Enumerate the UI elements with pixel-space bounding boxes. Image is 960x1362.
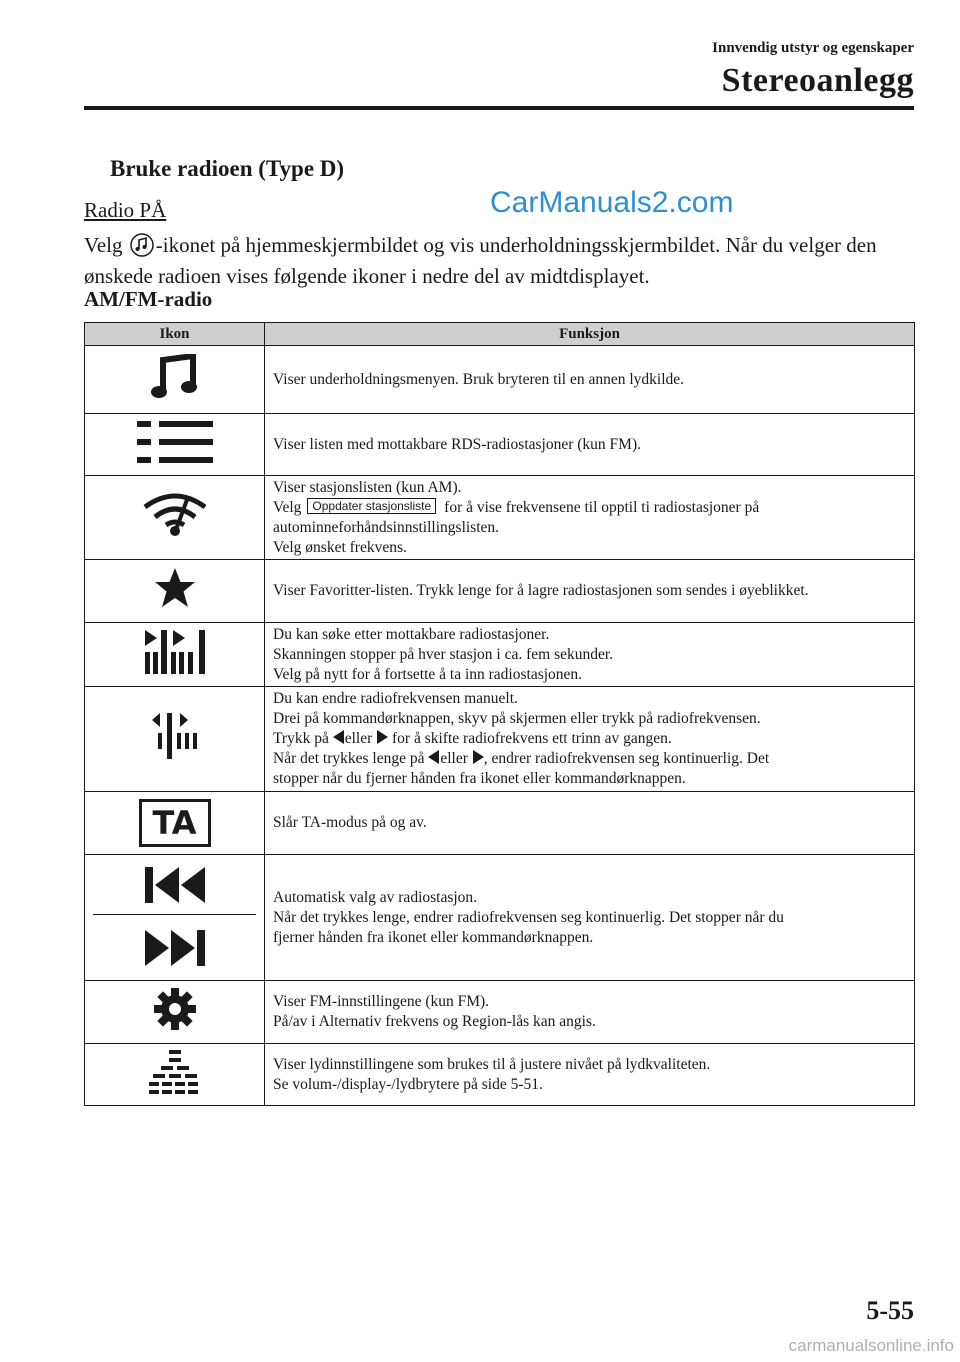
icon-cell <box>85 623 265 687</box>
icon-cell <box>85 414 265 476</box>
text-part: eller <box>440 750 468 767</box>
text-line: Automatisk valg av radiostasjon. <box>273 888 478 906</box>
text-part: Velg <box>273 498 302 516</box>
text-line: autominneforhåndsinnstillingslisten. <box>273 518 500 536</box>
page-number: 5-55 <box>866 1296 914 1325</box>
text-line: Viser lydinnstillingene som brukes til å justere nivået på lydkvaliteten. <box>273 1055 711 1073</box>
seek-back-icon <box>143 865 207 905</box>
icon-cell <box>85 687 265 792</box>
table-row <box>85 476 915 560</box>
text-line <box>273 729 906 749</box>
icon-cell <box>85 855 265 981</box>
col-header-icon: Ikon <box>85 323 265 346</box>
intro-paragraph <box>84 232 924 289</box>
text-line: Velg ønsket frekvens. <box>273 538 407 556</box>
table-header-row <box>85 323 915 346</box>
intro-text-2: -ikonet på hjemmeskjermbildet og vis underholdningsskjermbildet. Når du velger den ønskede radioen vises følgende ikoner i nedre del av midtdisplayet. <box>84 233 877 288</box>
function-text: Viser underholdningsmenyen. Bruk bryteren til en annen lydkilde. <box>265 346 915 414</box>
text-line: På/av i Alternativ frekvens og Region-lås kan angis. <box>273 1013 596 1030</box>
gear-icon <box>153 987 197 1031</box>
text-line <box>273 498 906 518</box>
music-note-inline-icon <box>130 233 154 263</box>
text-line: Viser FM-innstillingene (kun FM). <box>273 993 490 1010</box>
update-station-list-button: Oppdater stasjonsliste <box>307 498 436 514</box>
text-part: Når det trykkes lenge på <box>273 750 425 767</box>
seek-back-cell <box>93 855 256 915</box>
table-row <box>85 623 915 687</box>
text-line: fjerner hånden fra ikonet eller kommandørknappen. <box>273 928 594 946</box>
music-note-icon <box>149 354 201 400</box>
text-line: Drei på kommandørknappen, skyv på skjermen eller trykk på radiofrekvensen. <box>273 710 761 727</box>
chapter-label: Innvendig utstyr og egenskaper <box>712 40 914 56</box>
table-row <box>85 414 915 476</box>
star-icon <box>153 567 197 609</box>
function-text <box>265 855 915 981</box>
table-row <box>85 981 915 1044</box>
table-row <box>85 855 915 981</box>
ta-icon: TA <box>139 799 211 847</box>
function-text <box>265 1044 915 1106</box>
function-text <box>265 981 915 1044</box>
triangle-right-icon <box>472 750 484 764</box>
header-rule <box>84 106 914 110</box>
equalizer-icon <box>147 1048 203 1096</box>
text-part: eller <box>344 730 373 747</box>
function-text: Viser listen med mottakbare RDS-radiostasjoner (kun FM). <box>265 414 915 476</box>
icon-cell <box>85 981 265 1044</box>
text-line: stopper når du fjerner hånden fra ikonet eller kommandørknappen. <box>273 770 686 787</box>
text-line: Skanningen stopper på hver stasjon i ca. fem sekunder. <box>273 645 614 663</box>
text-line: Du kan endre radiofrekvensen manuelt. <box>273 690 518 707</box>
footer-watermark: carmanualsonline.info <box>788 1336 954 1355</box>
text-part: for å vise frekvensene til opptil ti radiostasjoner på <box>444 498 760 516</box>
triangle-left-icon <box>428 750 440 764</box>
col-header-function: Funksjon <box>265 323 915 346</box>
text-line: Velg på nytt for å fortsette å ta inn radiostasjonen. <box>273 665 583 683</box>
icon-table <box>84 322 915 1106</box>
function-text: Slår TA-modus på og av. <box>265 792 915 855</box>
antenna-icon <box>140 491 210 539</box>
icon-cell <box>85 560 265 623</box>
triangle-left-icon <box>333 730 345 744</box>
table-row <box>85 792 915 855</box>
manual-tune-icon <box>150 711 200 761</box>
text-part: Trykk på <box>273 730 329 747</box>
icon-cell <box>85 1044 265 1106</box>
watermark: CarManuals2.com <box>490 186 734 219</box>
text-line: Viser stasjonslisten (kun AM). <box>273 478 462 496</box>
section-title: Bruke radioen (Type D) <box>110 156 345 181</box>
table-row <box>85 346 915 414</box>
text-part: for å skifte radiofrekvens ett trinn av gangen. <box>392 730 672 747</box>
function-text: Viser Favoritter-listen. Trykk lenge for å lagre radiostasjonen som sendes i øyeblikket. <box>265 560 915 623</box>
table-row <box>85 1044 915 1106</box>
icon-cell <box>85 476 265 560</box>
table-row <box>85 687 915 792</box>
text-line <box>273 749 906 769</box>
function-text <box>265 623 915 687</box>
triangle-right-icon <box>376 730 388 744</box>
text-part: , endrer radiofrekvensen seg kontinuerlig. Det <box>483 750 770 767</box>
subheading-radio-on: Radio PÅ <box>84 198 167 222</box>
function-text <box>265 687 915 792</box>
icon-cell <box>85 346 265 414</box>
seek-forward-cell <box>93 915 256 980</box>
subheading-am-fm: AM/FM-radio <box>84 287 213 311</box>
text-line: Du kan søke etter mottakbare radiostasjoner. <box>273 625 550 643</box>
text-line: Når det trykkes lenge, endrer radiofrekvensen seg kontinuerlig. Det stopper når du <box>273 908 784 926</box>
table-row <box>85 560 915 623</box>
scan-icon <box>143 628 207 676</box>
page-title: Stereoanlegg <box>721 62 914 99</box>
station-list-icon <box>135 417 215 467</box>
function-text <box>265 476 915 560</box>
icon-cell <box>85 792 265 855</box>
intro-text-1: Velg <box>84 233 123 257</box>
seek-forward-icon <box>143 928 207 968</box>
text-line: Se volum-/display-/lydbrytere på side 5-51. <box>273 1075 543 1093</box>
